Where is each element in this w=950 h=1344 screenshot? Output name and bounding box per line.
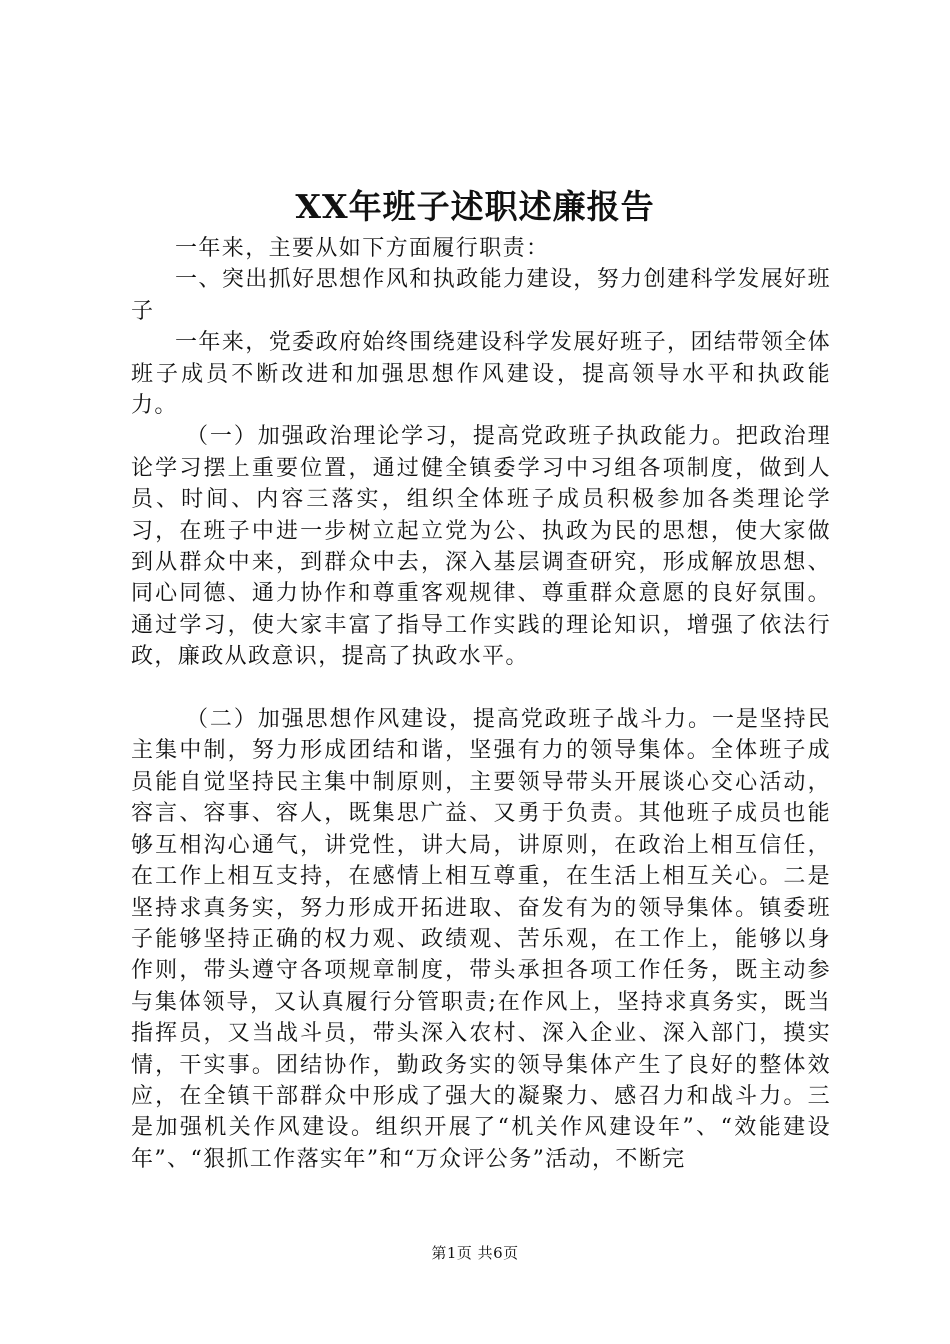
subsection-two-paragraph: （二）加强思想作风建设，提高党政班子战斗力。一是坚持民主集中制，努力形成团结和谐，坚强有力的领导集体。全体班子成员能自觉坚持民主集中制原则，主要领导带头开展谈心交心活动，容言、容事、容人，既集思广益、又勇于负责。其他班子成员也能够互相沟心通气，讲党性，讲大局，讲原则，在政治上相互信任，在工作上相互支持，在感情上相互尊重，在生活上相互关心。二是坚持求真务实，努力形成开拓进取、奋发有为的领导集体。镇委班子能够坚持正确的权力观、政绩观、苦乐观，在工作上，能够以身作则，带头遵守各项规章制度，带头承担各项工作任务，既主动参与集体领导，又认真履行分管职责;在作风上，坚持求真务实，既当指挥员，又当战斗员，带头深入农村、深入企业、深入部门，摸实情，干实事。团结协作，勤政务实的领导集体产生了良好的整体效应，在全镇干部群众中形成了强大的凝聚力、感召力和战斗力。三是加强机关作风建设。组织开展了“机关作风建设年”、“效能建设年”、“狠抓工作落实年”和“万众评公务”活动，不断完 [131, 707, 831, 1172]
intro-paragraph: 一年来，主要从如下方面履行职责： [175, 236, 550, 261]
paragraph-spacer [131, 673, 831, 704]
section-heading-one: 一、突出抓好思想作风和执政能力建设，努力创建科学发展好班子 [131, 267, 831, 324]
subsection-one-paragraph: （一）加强政治理论学习，提高党政班子执政能力。把政治理论学习摆上重要位置，通过健全镇委学习中习组各项制度，做到人员、时间、内容三落实，组织全体班子成员积极参加各类理论学习，在班子中进一步树立起立党为公、执政为民的思想，使大家做到从群众中来，到群众中去，深入基层调查研究，形成解放思想、同心同德、通力协作和尊重客观规律、尊重群众意愿的良好氛围。通过学习，使大家丰富了指导工作实践的理论知识，增强了依法行政，廉政从政意识，提高了执政水平。 [131, 424, 831, 670]
page-number-footer: 第1页 共6页 [431, 1244, 519, 1262]
document-title: XX年班子述职述廉报告 [295, 187, 655, 226]
section-one-summary: 一年来，党委政府始终围绕建设科学发展好班子，团结带领全体班子成员不断改进和加强思想作风建设，提高领导水平和执政能力。 [131, 330, 831, 419]
document-body [131, 233, 831, 1175]
